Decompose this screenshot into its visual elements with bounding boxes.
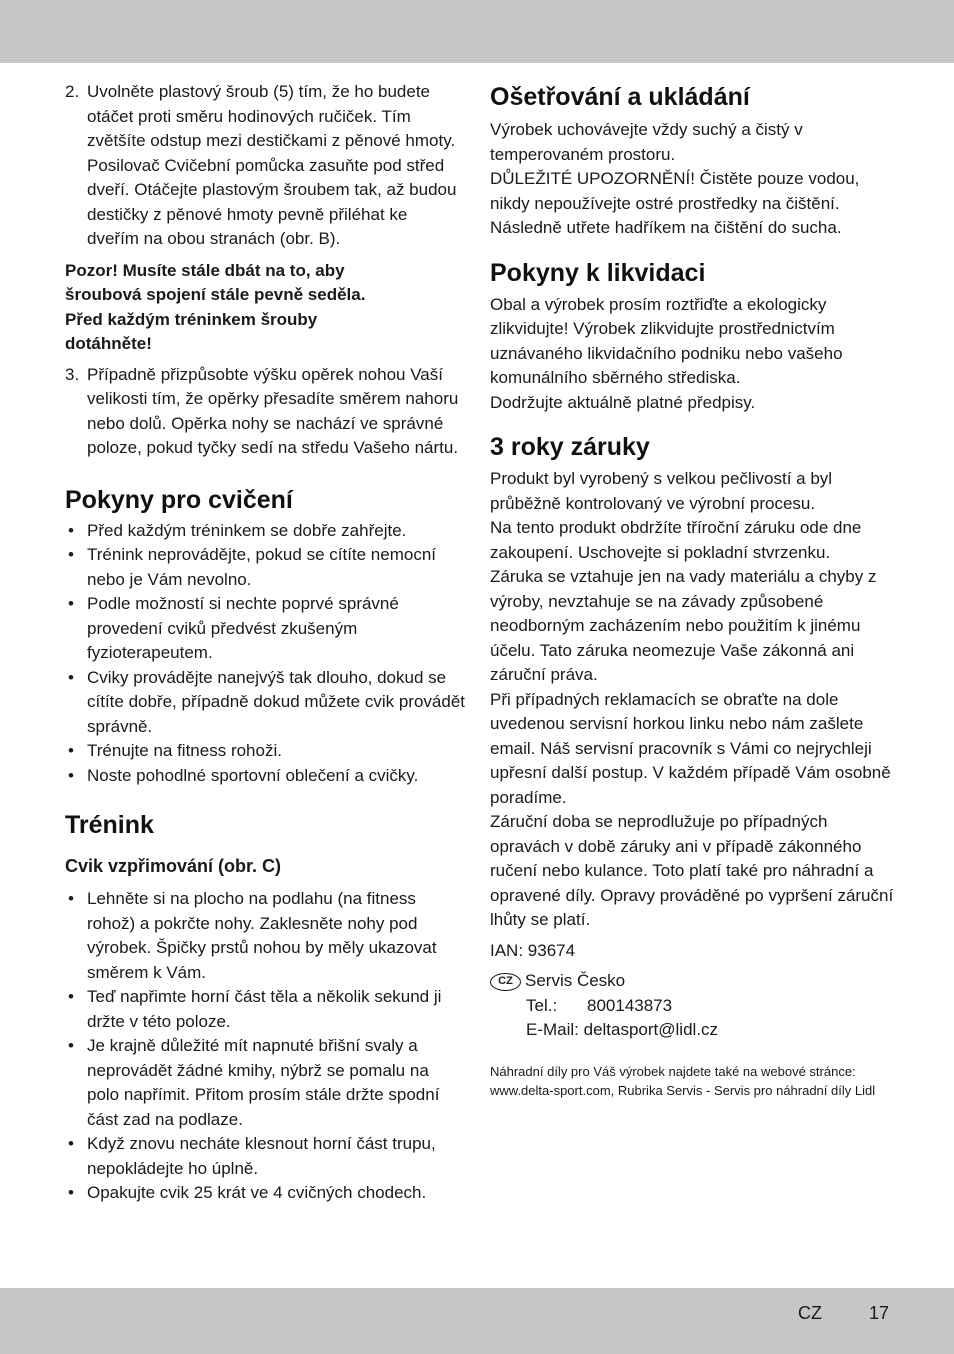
step-3 — [65, 363, 465, 461]
list-item: • Podle možností si nechte poprvé správné provedení cviků předvést zkušeným fyzioterapeutem. — [65, 592, 465, 666]
service-name: Servis Česko — [525, 971, 626, 990]
country-badge-icon: CZ — [490, 973, 521, 991]
warranty-heading: 3 roky záruky — [490, 433, 650, 461]
step-list-3 — [65, 363, 465, 461]
warranty-text: Produkt byl vyrobený s velkou pečlivostí a byl průběžně kontrolovaný ve výrobní procesu. — [490, 469, 833, 513]
training-list — [65, 887, 465, 1206]
phone-line — [490, 994, 895, 1019]
exercise-heading: Pokyny pro cvičení — [65, 485, 293, 514]
step-list-2 — [65, 80, 465, 252]
tel-value: 800143873 — [587, 995, 673, 1015]
disposal-heading: Pokyny k likvidaci — [490, 258, 706, 287]
care-text: DŮLEŽITÉ UPOZORNĚNÍ! Čistěte pouze vodou, nikdy nepoužívejte ostré prostředky na čištění. Následně utřete hadříkem na čištění do sucha. — [490, 169, 860, 237]
list-item: • Trénujte na fitness rohoži. — [65, 739, 465, 764]
tel-label: Tel.: — [526, 995, 558, 1015]
language-code: CZ — [798, 1303, 822, 1323]
care-heading: Ošetřování a ukládání — [490, 83, 750, 111]
list-item: • Noste pohodlné sportovní oblečení a cvičky. — [65, 764, 465, 789]
list-item: • Lehněte si na plocho na podlahu (na fitness rohož) a pokrčte nohy. Zaklesněte nohy pod výrobek. Špičky prstů nohou by měly ukazovat směrem k Vám. — [65, 887, 465, 985]
warning-text: Pozor! Musíte stále dbát na to, aby šroubová spojení stále pevně seděla. Před každým tréninkem šrouby dotáhněte! — [65, 260, 366, 353]
list-item: • Teď napřimte horní část těla a několik sekund ji držte v této poloze. — [65, 985, 465, 1034]
list-item: • Opakujte cvik 25 krát ve 4 cvičných chodech. — [65, 1181, 465, 1206]
training-heading: Trénink — [65, 811, 154, 839]
step-number: 2. — [65, 82, 80, 101]
ian-number: IAN: 93674 — [490, 940, 576, 960]
step-text: Případně přizpůsobte výšku opěrek nohou Vaší velikosti tím, že opěrky přesadíte směrem nahoru nebo dolů. Opěrka nohy se nachází ve správné poloze, pokud tyčky sedí na středu Vašeho nártu. — [87, 364, 459, 457]
list-item: • Před každým tréninkem se dobře zahřejte. — [65, 519, 465, 544]
training-subheading: Cvik vzpřimování (obr. C) — [65, 856, 282, 876]
step-text: Uvolněte plastový šroub (5) tím, že ho budete otáčet proti směru hodinových ručiček. Tím zvětšíte odstup mezi destičkami z pěnové hmoty. Posilovač Cvičební pomůcka zasuňte pod střed dveří. Otáčejte plastovým šroubem tak, až budou destičky z pěnové hmoty pevně přiléhat ke dveřím na obou stranách (obr. B). — [87, 82, 457, 248]
disposal-text: Obal a výrobek prosím roztřiďte a ekologicky zlikvidujte! Výrobek zlikvidujte prostřednictvím uznávaného likvidačního podniku nebo vašeho komunálního sběrného střediska. — [490, 294, 843, 387]
step-number: 3. — [65, 364, 80, 384]
email-line: E-Mail: deltasport@lidl.cz — [526, 1020, 719, 1039]
warranty-text: Na tento produkt obdržíte tříroční záruku ode dne zakoupení. Uschovejte si pokladní stvrzenku. — [490, 518, 862, 562]
list-item: • Když znovu necháte klesnout horní část trupu, nepokládejte ho úplně. — [65, 1132, 465, 1181]
left-column — [65, 80, 465, 1206]
warranty-text: Při případných reklamacích se obraťte na dole uvedenou servisní horkou linku nebo nám zašlete email. Náš servisní pracovník s Vámi co nejrychleji upřesní další postup. V každém případě Vám osobně poradíme. — [490, 689, 891, 807]
list-item: • Cviky provádějte nanejvýš tak dlouho, dokud se cítíte dobře, případně dokud můžete cvik provádět správně. — [65, 666, 465, 740]
right-column — [490, 80, 895, 1100]
list-item: • Je krajně důležité mít napnuté břišní svaly a neprovádět žádné kmihy, nýbrž se pomalu na polo napřímit. Přitom prosím stále držte spodní část zad na podlaze. — [65, 1034, 465, 1132]
step-2 — [65, 80, 465, 252]
exercise-list — [65, 519, 465, 789]
top-bar — [0, 0, 954, 63]
warranty-text: Záruční doba se neprodlužuje po případných opravách v době záruky ani v případě zákonného ručení nebo kulance. Toto platí také pro náhradní a opravené díly. Opravy prováděné po vypršení záruční lhůty se platí. — [490, 812, 894, 929]
warranty-text: Záruka se vztahuje jen na vady materiálu a chyby z výroby, nevztahuje se na závady způsobené neodborným zacházením nebo použitím k jinému účelu. Tato záruka neomezuje Vaše zákonná ani záruční práva. — [490, 567, 877, 684]
care-text: Výrobek uchovávejte vždy suchý a čistý v temperovaném prostoru. — [490, 120, 803, 164]
spare-parts-note: Náhradní díly pro Váš výrobek najdete také na webové stránce: www.delta-sport.com, Rubrika Servis - Servis pro náhradní díly Lidl — [490, 1063, 876, 1098]
list-item: • Trénink neprovádějte, pokud se cítíte nemocní nebo je Vám nevolno. — [65, 543, 465, 592]
page-number: 17 — [869, 1303, 890, 1323]
service-line — [490, 969, 895, 994]
disposal-text: Dodržujte aktuálně platné předpisy. — [490, 392, 756, 412]
